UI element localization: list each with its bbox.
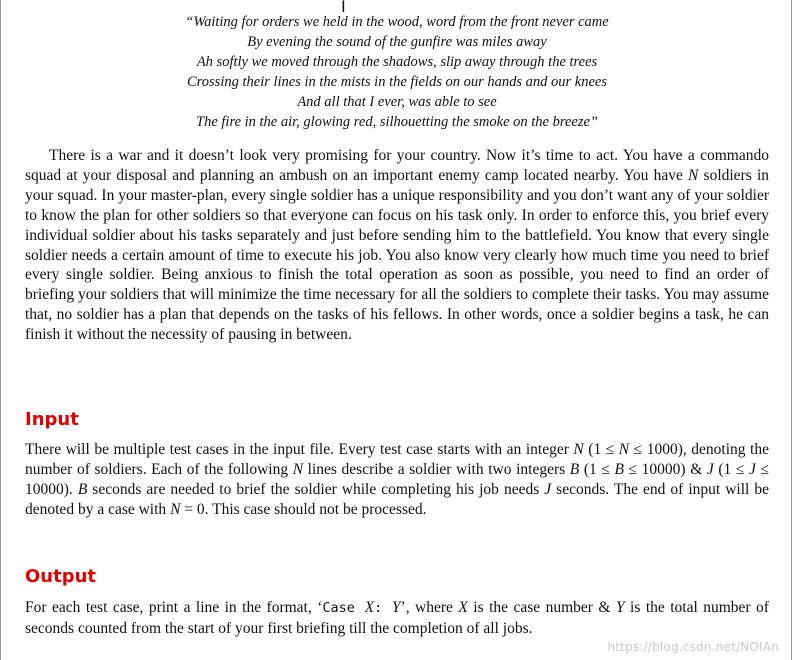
poem-line: “Waiting for orders we held in the wood, word from the front never came — [185, 14, 609, 30]
math-var: N — [573, 441, 584, 458]
output-text: For each test case, print a line in the format, ‘ — [25, 599, 323, 616]
input-text: There will be multiple test cases in the input file. Every test case starts with an integer — [25, 441, 574, 458]
math-var: X — [458, 599, 468, 616]
math-var: X — [364, 599, 375, 616]
poem-line: Crossing their lines in the mists in the fields on our hands and our knees — [187, 74, 607, 90]
math-var: N — [618, 441, 630, 458]
input-text: (1 ≤ — [713, 460, 749, 478]
math-var: J — [749, 460, 756, 478]
input-text: seconds. The end of input will be denoted by a case with — [25, 480, 769, 518]
poem-line: By evening the sound of the gunfire was miles away — [247, 34, 547, 50]
epigraph-poem — [25, 12, 769, 132]
input-text: (1 ≤ — [579, 460, 615, 478]
input-text: = 0. This case should not be processed. — [180, 500, 427, 518]
problem-statement — [25, 146, 769, 345]
watermark: https://blog.csdn.net/NOIAn — [607, 640, 779, 654]
input-text: ≤ 1000), denoting the number of soldiers. Each of the following — [25, 441, 769, 478]
math-var: N — [292, 460, 304, 478]
math-var: Y — [391, 599, 401, 616]
input-text: lines describe a soldier with two integers — [303, 460, 570, 478]
math-var: J — [544, 480, 552, 498]
input-text: ≤ 10000) & — [623, 460, 707, 478]
math-var: Y — [615, 599, 625, 616]
text-cursor-icon: I — [341, 0, 346, 16]
poem-line: Ah softly we moved through the shadows, slip away through the trees — [196, 54, 598, 70]
input-text: seconds are needed to brief the soldier while completing his job needs — [87, 480, 545, 498]
math-var: J — [706, 460, 714, 478]
output-text: ’, where — [400, 599, 459, 616]
output-heading: Output — [25, 566, 97, 587]
math-var: B — [77, 480, 88, 498]
input-description — [25, 440, 769, 520]
statement-text: soldiers in your squad. In your master-plan, every single soldier has a unique responsibility and you don’t want any of your soldier to know the plan for other soldiers so that everyone can focus on his task only. In order to enforce this, you brief every individual soldier about his tasks separately and just before sending him to the battlefield. You know that every single soldier needs a certain amount of time to execute his job. You also know very clearly how much time you need to brief every single soldier. Being anxious to finish the total operation as soon as possible, you need to find an order of briefing your soldiers that will minimize the time necessary for all the soldiers to complete their tasks. You may assume that, no soldier has a plan that depends on the tasks of his fellows. In other words, once a soldier begins a task, he can finish it without the necessity of pausing in between. — [25, 166, 769, 344]
input-heading: Input — [25, 409, 79, 430]
code-literal: : — [374, 600, 392, 616]
statement-text: There is a war and it doesn’t look very promising for your country. Now it’s time to act. You have a commando squad at your disposal and planning an ambush on an important enemy camp located nearby. You have — [25, 147, 769, 184]
math-var: N — [170, 500, 181, 518]
math-var: B — [569, 460, 580, 478]
output-description — [25, 598, 769, 639]
poem-line: And all that I ever, was able to see — [297, 94, 497, 110]
output-text: is the total number of seconds counted from the start of your first briefing till the completion of all jobs. — [25, 599, 769, 637]
input-text: ≤ 10000). — [25, 460, 770, 498]
output-text: is the case number & — [467, 599, 616, 616]
math-var: N — [688, 166, 699, 184]
math-var: B — [614, 460, 624, 478]
poem-line: The fire in the air, glowing red, silhouetting the smoke on the breeze” — [196, 114, 598, 130]
code-literal: Case — [322, 600, 365, 616]
input-text: (1 ≤ — [583, 441, 619, 458]
